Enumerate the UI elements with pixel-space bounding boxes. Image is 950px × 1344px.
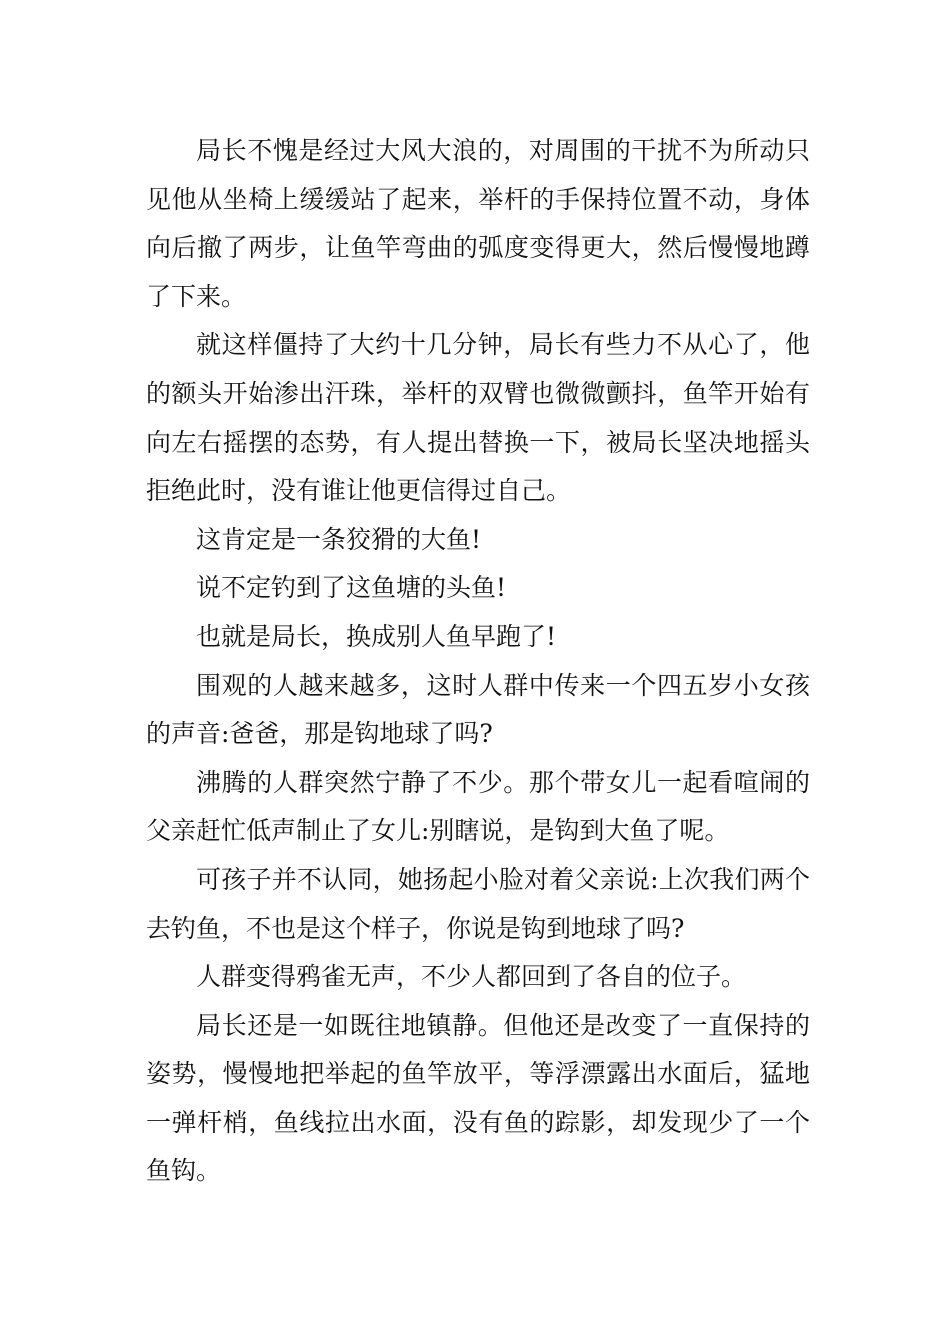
document-body: [146, 127, 810, 1196]
paragraph: 局长还是一如既往地镇静。但他还是改变了一直保持的姿势，慢慢地把举起的鱼竿放平，等浮漂露出水面后，猛地一弹杆梢，鱼线拉出水面，没有鱼的踪影，却发现少了一个鱼钩。: [146, 1010, 810, 1186]
paragraph: 沸腾的人群突然宁静了不少。那个带女儿一起看喧闹的父亲赶忙低声制止了女儿:别瞎说，是钩到大鱼了呢。: [146, 767, 810, 846]
paragraph: 可孩子并不认同，她扬起小脸对着父亲说:上次我们两个去钓鱼，不也是这个样子，你说是钩到地球了吗?: [146, 864, 810, 943]
paragraph: 围观的人越来越多，这时人群中传来一个四五岁小女孩的声音:爸爸，那是钩地球了吗?: [146, 670, 810, 749]
paragraph: 就这样僵持了大约十几分钟，局长有些力不从心了，他的额头开始渗出汗珠，举杆的双臂也微微颤抖，鱼竿开始有向左右摇摆的态势，有人提出替换一下，被局长坚决地摇头拒绝此时，没有谁让他更信得过自己。: [146, 330, 810, 506]
paragraph: 也就是局长，换成别人鱼早跑了!: [196, 621, 557, 651]
paragraph: 这肯定是一条狡猾的大鱼!: [196, 524, 482, 554]
paragraph: 局长不愧是经过大风大浪的，对周围的干扰不为所动只见他从坐椅上缓缓站了起来，举杆的手保持位置不动，身体向后撤了两步，让鱼竿弯曲的弧度变得更大，然后慢慢地蹲了下来。: [146, 136, 810, 311]
paragraph: 人群变得鸦雀无声，不少人都回到了各自的位子。: [196, 962, 747, 992]
paragraph: 说不定钓到了这鱼塘的头鱼!: [196, 573, 507, 603]
